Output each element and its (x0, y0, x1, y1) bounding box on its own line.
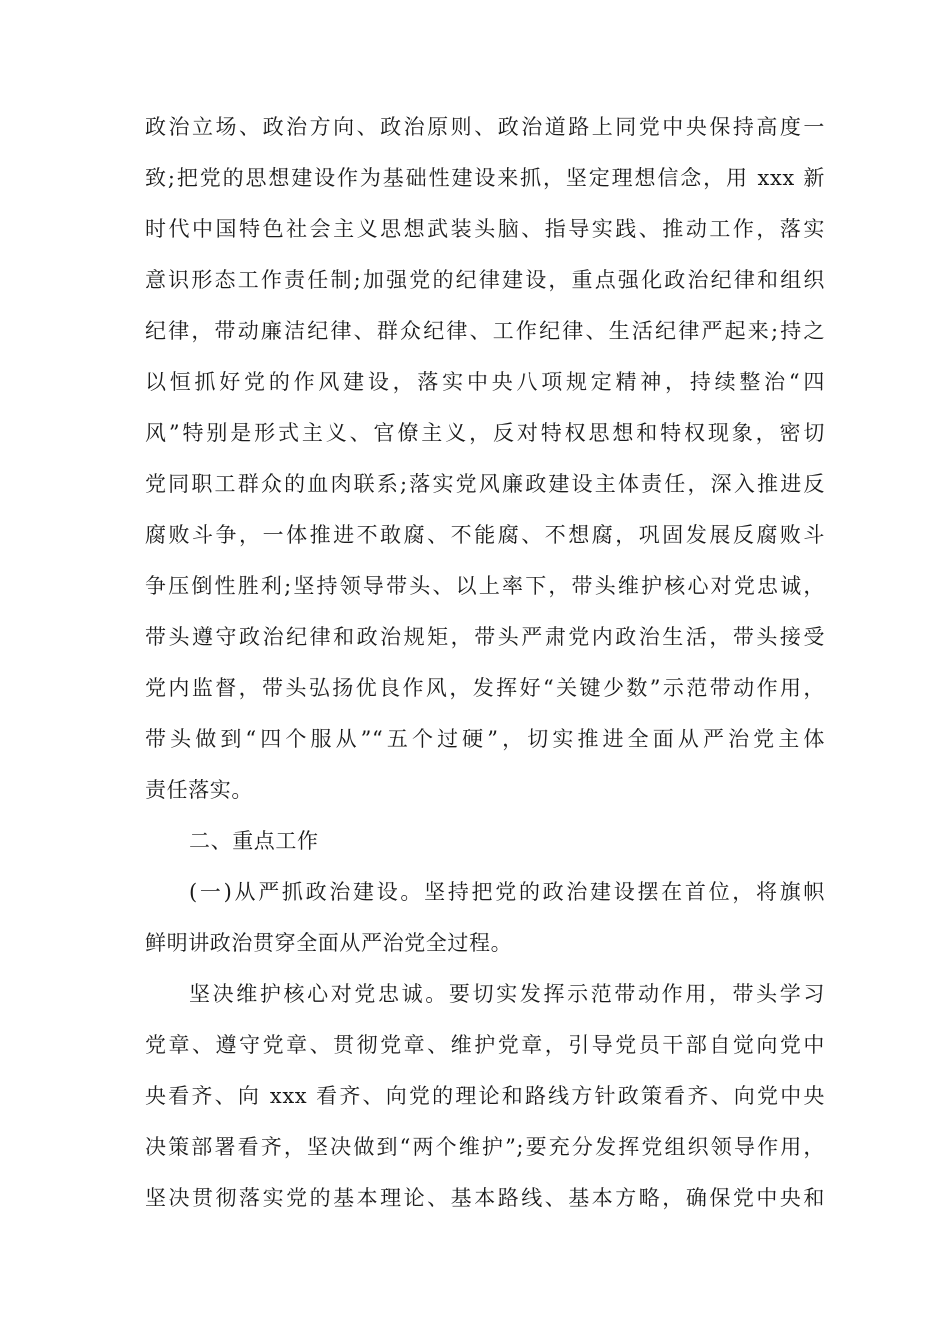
text-line: 带头遵守政治纪律和政治规矩，带头严肃党内政治生活，带头接受 (145, 625, 825, 649)
section-heading: 二、重点工作 (189, 829, 319, 853)
text-line: 风”特别是形式主义、官僚主义，反对特权思想和特权现象，密切 (145, 421, 825, 445)
text-line: 党同职工群众的血肉联系;落实党风廉政建设主体责任，深入推进反 (145, 472, 825, 496)
text-line: 坚决维护核心对党忠诚。要切实发挥示范带动作用，带头学习 (189, 982, 825, 1006)
text-line: 坚决贯彻落实党的基本理论、基本路线、基本方略，确保党中央和 (145, 1186, 825, 1210)
text-line: 意识形态工作责任制;加强党的纪律建设，重点强化政治纪律和组织 (145, 268, 825, 292)
text-line: 以恒抓好党的作风建设，落实中央八项规定精神，持续整治“四 (145, 370, 825, 394)
text-line: 腐败斗争，一体推进不敢腐、不能腐、不想腐，巩固发展反腐败斗 (145, 523, 825, 547)
text-line: 党章、遵守党章、贯彻党章、维护党章，引导党员干部自觉向党中 (145, 1033, 825, 1057)
text-line: 纪律，带动廉洁纪律、群众纪律、工作纪律、生活纪律严起来;持之 (145, 319, 825, 343)
text-line: 央看齐、向 xxx 看齐、向党的理论和路线方针政策看齐、向党中央 (145, 1084, 825, 1108)
text-line: 鲜明讲政治贯穿全面从严治党全过程。 (145, 931, 513, 955)
text-line: 时代中国特色社会主义思想武装头脑、指导实践、推动工作，落实 (145, 217, 825, 241)
text-line: 带头做到“四个服从”“五个过硬”，切实推进全面从严治党主体 (145, 727, 825, 751)
text-line: 决策部署看齐，坚决做到“两个维护”;要充分发挥党组织领导作用， (145, 1135, 825, 1159)
text-line: 政治立场、政治方向、政治原则、政治道路上同党中央保持高度一 (145, 115, 825, 139)
text-line: (一)从严抓政治建设。坚持把党的政治建设摆在首位，将旗帜 (189, 880, 825, 904)
text-line: 党内监督，带头弘扬优良作风，发挥好“关键少数”示范带动作用， (145, 676, 825, 700)
text-line: 争压倒性胜利;坚持领导带头、以上率下，带头维护核心对党忠诚， (145, 574, 825, 598)
text-line: 致;把党的思想建设作为基础性建设来抓，坚定理想信念，用 xxx 新 (145, 166, 825, 190)
text-line: 责任落实。 (145, 778, 253, 802)
